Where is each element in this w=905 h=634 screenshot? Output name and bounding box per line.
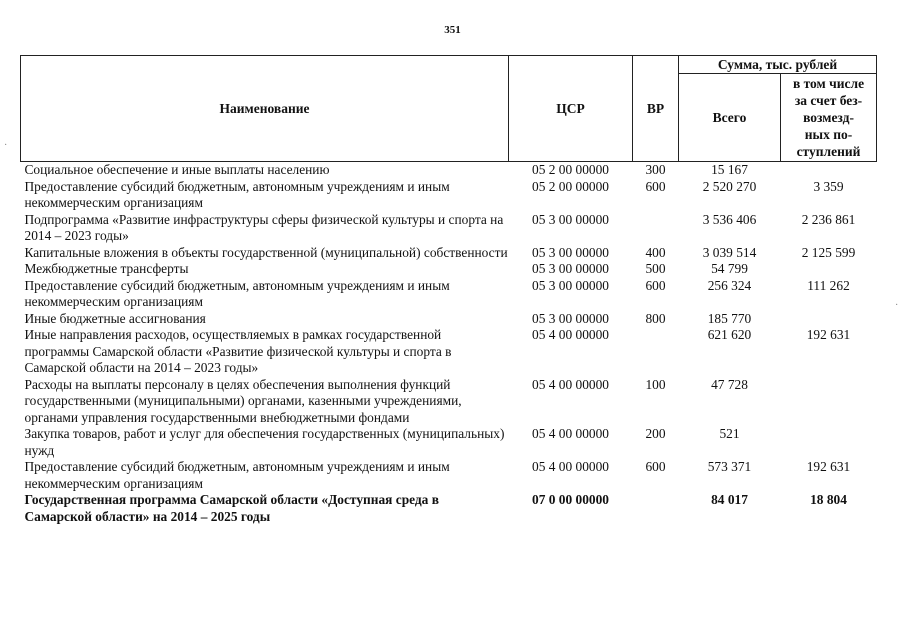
row-free-receipts: 2 125 599 xyxy=(801,244,856,260)
scan-mark: · xyxy=(4,140,8,151)
budget-table xyxy=(20,55,877,525)
row-total: 3 536 406 xyxy=(702,211,757,227)
budget-table-container xyxy=(20,55,876,525)
row-vr: 600 xyxy=(645,178,666,194)
table-row xyxy=(21,327,877,377)
row-vr: 600 xyxy=(645,459,666,474)
row-free-receipts xyxy=(781,311,877,328)
row-csr: 05 3 00 00000 xyxy=(532,211,609,227)
header-name: Наименование xyxy=(21,56,509,162)
row-csr: 05 4 00 00000 xyxy=(532,459,609,474)
row-name: Предоставление субсидий бюджетным, автономным учреждениям и иным некоммерческим организациям xyxy=(24,178,450,210)
header-vr: ВР xyxy=(633,56,679,162)
row-total: 84 017 xyxy=(711,492,748,507)
row-name: Государственная программа Самарской области «Доступная среда в Самарской области» на 2014 – 2025 годы xyxy=(24,492,439,524)
table-row xyxy=(21,179,877,212)
row-name: Иные бюджетные ассигнования xyxy=(24,310,206,326)
row-total: 521 xyxy=(719,426,740,441)
row-total: 185 770 xyxy=(707,310,752,326)
row-vr: 300 xyxy=(645,162,666,177)
table-row xyxy=(21,492,877,525)
row-free-receipts xyxy=(781,377,877,427)
row-free-receipts xyxy=(781,426,877,459)
scan-mark: · xyxy=(895,300,899,311)
row-total: 256 324 xyxy=(707,277,752,293)
row-csr: 05 3 00 00000 xyxy=(532,310,609,326)
row-name: Предоставление субсидий бюджетным, автономным учреждениям и иным некоммерческим организациям xyxy=(24,459,450,491)
table-row xyxy=(21,278,877,311)
row-free-receipts xyxy=(781,261,877,278)
row-total: 2 520 270 xyxy=(702,178,757,194)
table-header xyxy=(21,56,877,162)
row-free-receipts: 111 262 xyxy=(807,277,850,293)
row-name: Расходы на выплаты персоналу в целях обеспечения выполнения функций государственными (муниципальными) органами, казенными учреждениями, органами управления государственными внебюджетными фондами xyxy=(24,376,462,425)
row-csr: 05 3 00 00000 xyxy=(532,277,609,293)
row-vr: 400 xyxy=(645,244,666,260)
row-csr: 05 4 00 00000 xyxy=(532,426,609,441)
row-name: Социальное обеспечение и иные выплаты населению xyxy=(24,162,330,177)
header-sum-title: Сумма, тыс. рублей xyxy=(679,56,877,74)
row-name: Подпрограмма «Развитие инфраструктуры сферы физической культуры и спорта на 2014 – 2023 годы» xyxy=(24,211,504,243)
row-total: 621 620 xyxy=(707,327,752,342)
row-total: 3 039 514 xyxy=(702,244,757,260)
row-csr: 05 3 00 00000 xyxy=(532,244,609,260)
row-csr: 05 2 00 00000 xyxy=(532,162,609,177)
row-free-receipts: 192 631 xyxy=(806,327,851,342)
table-row xyxy=(21,377,877,427)
row-vr xyxy=(633,492,679,525)
row-name: Закупка товаров, работ и услуг для обеспечения государственных (муниципальных) нужд xyxy=(24,426,505,458)
row-total: 15 167 xyxy=(711,162,748,177)
row-vr xyxy=(633,212,679,245)
table-row xyxy=(21,245,877,262)
row-csr: 05 2 00 00000 xyxy=(532,178,609,194)
row-name: Предоставление субсидий бюджетным, автономным учреждениям и иным некоммерческим организациям xyxy=(24,277,450,309)
row-vr: 100 xyxy=(645,376,666,392)
row-free-receipts: 3 359 xyxy=(813,178,844,194)
header-free-receipts: в том числе за счет без- возмезд- ных по- ступлений xyxy=(781,74,877,162)
row-free-receipts: 192 631 xyxy=(806,459,851,474)
row-free-receipts: 18 804 xyxy=(810,492,847,507)
row-vr: 500 xyxy=(645,261,666,276)
row-csr: 05 4 00 00000 xyxy=(532,376,609,392)
header-csr: ЦСР xyxy=(509,56,633,162)
row-vr: 800 xyxy=(645,310,666,326)
row-csr: 05 4 00 00000 xyxy=(532,327,609,342)
table-row xyxy=(21,261,877,278)
row-free-receipts: 2 236 861 xyxy=(801,211,856,227)
row-vr: 200 xyxy=(645,426,666,441)
row-total: 54 799 xyxy=(711,261,748,276)
row-vr xyxy=(633,327,679,377)
row-csr: 07 0 00 00000 xyxy=(532,492,609,507)
header-total: Всего xyxy=(679,74,781,162)
table-row xyxy=(21,212,877,245)
row-free-receipts xyxy=(781,162,877,179)
row-total: 47 728 xyxy=(711,376,748,392)
table-row xyxy=(21,459,877,492)
row-name: Иные направления расходов, осуществляемых в рамках государственной программы Самарской области «Развитие физической культуры и спорта в Самарской области на 2014 – 2023 годы» xyxy=(24,327,452,375)
row-csr: 05 3 00 00000 xyxy=(532,261,609,276)
row-total: 573 371 xyxy=(707,459,752,474)
table-row xyxy=(21,162,877,179)
page-number: 351 xyxy=(444,24,461,36)
row-name: Капитальные вложения в объекты государственной (муниципальной) собственности xyxy=(24,244,508,260)
table-row xyxy=(21,426,877,459)
row-vr: 600 xyxy=(645,277,666,293)
row-name: Межбюджетные трансферты xyxy=(24,261,189,276)
table-body xyxy=(21,162,877,526)
table-row xyxy=(21,311,877,328)
